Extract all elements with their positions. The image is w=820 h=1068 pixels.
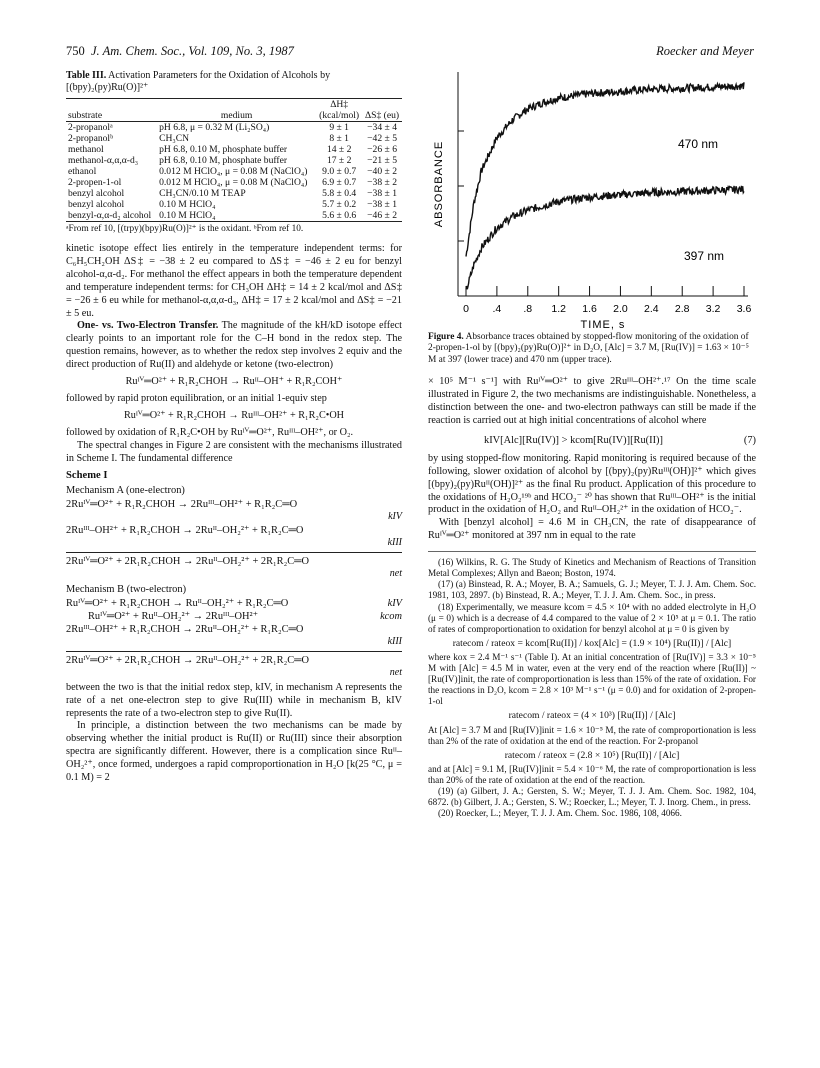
header-dh: (kcal/mol) bbox=[316, 110, 362, 122]
scheme-equation-text: 2Ruᴵᴵᴵ–OH²⁺ + R₁R₂CHOH → 2Ruᴵᴵ–OH₂²⁺ + R₁R₂C═O bbox=[66, 623, 304, 635]
cell-medium: 0.10 M HClO₄ bbox=[157, 210, 316, 222]
header-dh-symbol: ΔH‡ bbox=[316, 99, 362, 111]
equation: Ruᴵⱽ═O²⁺ + R₁R₂CHOH → Ruᴵᴵᴵ–OH²⁺ + R₁R₂C•OH bbox=[123, 409, 345, 421]
cell-substrate: methanol bbox=[68, 144, 104, 155]
scheme-equation-text: 2Ruᴵᴵᴵ–OH²⁺ + R₁R₂CHOH → 2Ruᴵᴵ–OH₂²⁺ + R₁R₂C═O bbox=[66, 525, 304, 537]
trace-label-397: 397 nm bbox=[684, 249, 725, 263]
scheme-equation-text: 2Ruᴵⱽ═O²⁺ + R₁R₂CHOH → 2Ruᴵᴵᴵ–OH²⁺ + R₁R₂C═O bbox=[66, 499, 298, 511]
x-tick-label: 3.6 bbox=[736, 303, 752, 315]
cell-dh: 6.9 ± 0.7 bbox=[322, 177, 357, 188]
header-substrate: substrate bbox=[66, 110, 157, 122]
scheme-equation-text: 2Ruᴵⱽ═O²⁺ + 2R₁R₂CHOH → 2Ruᴵᴵ–OH₂²⁺ + 2R₁R₂C═O bbox=[66, 654, 310, 666]
x-tick-label: 2.4 bbox=[644, 303, 659, 315]
cell-dh: 5.6 ± 0.6 bbox=[316, 210, 362, 222]
cell-dh: 5.8 ± 0.4 bbox=[322, 188, 357, 199]
x-tick-label: .8 bbox=[523, 303, 533, 315]
paragraph bbox=[66, 320, 402, 372]
cell-medium: pH 6.8, 0.10 M, phosphate buffer bbox=[159, 155, 288, 166]
table-row bbox=[66, 133, 402, 144]
cell-medium: CH₃CN bbox=[159, 133, 190, 144]
equation-number: (7) bbox=[743, 434, 756, 446]
reference: (16) Wilkins, R. G. The Study of Kinetics and Mechanism of Reactions of Transition Metal Complexes; Allyn and Baeon; Boston, 1974. bbox=[428, 557, 756, 579]
divider bbox=[66, 651, 402, 652]
x-tick-label: 2.8 bbox=[674, 303, 690, 315]
cell-substrate: 2-propanolᵃ bbox=[68, 122, 113, 133]
table-title bbox=[66, 70, 402, 94]
left-column bbox=[66, 70, 402, 785]
cell-medium: pH 6.8, 0.10 M, phosphate buffer bbox=[159, 144, 288, 155]
x-tick-label: 2.0 bbox=[613, 303, 628, 315]
x-axis-label: TIME, s bbox=[580, 319, 626, 331]
cell-dh: 17 ± 2 bbox=[326, 155, 352, 166]
paragraph: followed by oxidation of R₁R₂C•OH by Ruᴵⱽ═O²⁺, Ruᴵᴵᴵ–OH²⁺, or O₂. bbox=[66, 426, 354, 438]
table-footnote: ᵃFrom ref 10, [(trpy)(bpy)Ru(O)]²⁺ is the oxidant. ᵇFrom ref 10. bbox=[66, 224, 304, 234]
reference: (18) Experimentally, we measure kcom = 4.5 × 10⁴ with no added electrolyte in H₂O (μ = 0) which is a decrease of 4.4 compared to the value of 2 × 10⁵ at μ = 0.1. The ratio of rates of comproportionation to oxidation for benzyl alcohol at μ = 0 is given by bbox=[428, 601, 756, 634]
reference: (19) (a) Gilbert, J. A.; Gersten, S. W.; Meyer, T. J. J. Am. Chem. Soc. 1982, 104, 6872. (b) Gilbert, J. A.; Gersten, S. W.; Roecker, L.; Meyer, T. J. Inorg. Chem., in press. bbox=[428, 785, 756, 808]
header-medium: medium bbox=[157, 110, 316, 122]
paragraph: between the two is that the initial redox step, kIV, in mechanism A represents the rate of a net one-electron step to give Ru(III) while in mechanism B, kIV represents the rate of a two-electron step to give Ru(II). bbox=[66, 681, 402, 719]
page-number: 750 bbox=[66, 44, 85, 58]
paragraph: In principle, a distinction between the two mechanisms can be made by observing whether the initial product is Ru(II) or Ru(III) since their absorption spectra are significantly different. However, there is a complication since Ruᴵᴵ–OH₂²⁺, once formed, undergoes a rapid comproportionation in H₂O [k(25 °C, μ = 0.1 M) = 2 bbox=[66, 720, 402, 784]
table-body bbox=[66, 122, 402, 222]
scheme-equation-text: 2Ruᴵⱽ═O²⁺ + 2R₁R₂CHOH → 2Ruᴵᴵ–OH₂²⁺ + 2R₁R₂C═O bbox=[66, 556, 310, 568]
table-row bbox=[66, 155, 402, 166]
cell-substrate: benzyl alcohol bbox=[68, 188, 125, 199]
table-row bbox=[66, 188, 402, 199]
section-heading: One- vs. Two-Electron Transfer. bbox=[77, 320, 219, 332]
cell-dh: 9.0 ± 0.7 bbox=[322, 166, 357, 177]
scheme-equation-text: Ruᴵⱽ═O²⁺ + R₁R₂CHOH → Ruᴵᴵ–OH₂²⁺ + R₁R₂C═O bbox=[66, 597, 289, 609]
header-authors: Roecker and Meyer bbox=[656, 44, 754, 58]
mechanism-label: Mechanism B (two-electron) bbox=[66, 584, 187, 596]
cell-ds: −38 ± 2 bbox=[367, 177, 397, 188]
paragraph: followed by rapid proton equilibration, or an initial 1-equiv step bbox=[66, 392, 327, 404]
cell-dh: 8 ± 1 bbox=[329, 133, 349, 144]
y-axis-label: ABSORBANCE bbox=[433, 140, 445, 228]
scheme-equation bbox=[66, 623, 402, 636]
table-caption: Activation Parameters for the Oxidation of Alcohols by [(bpy)₂(py)Ru(O)]²⁺ bbox=[66, 70, 331, 93]
x-tick-label: 3.2 bbox=[705, 303, 721, 315]
reference: (17) (a) Binstead, R. A.; Moyer, B. A.; Samuels, G. J.; Meyer, T. J. J. Am. Chem. Soc. 1981, 103, 2897. (b) Binstead, R. A.; Meyer, T. J. J. Am. Chem. Soc., in press. bbox=[428, 579, 756, 601]
paragraph: With [benzyl alcohol] = 4.6 M in CH₃CN, the rate of disappearance of Ruᴵⱽ═O²⁺ monitored at 397 nm in equal to the rate bbox=[428, 517, 756, 542]
x-tick-label: 0 bbox=[463, 303, 469, 315]
equation: Ruᴵⱽ═O²⁺ + R₁R₂CHOH → Ruᴵᴵ–OH⁺ + R₁R₂COH⁺ bbox=[125, 376, 343, 388]
caption-label: Figure 4. bbox=[428, 332, 464, 342]
paragraph-text: The magnitude of the kH/kD isotope effect clearly points to an important role for the C–H bond in the redox step. The question remains, however, as to whether the redox step involves 2 equiv and the direct production of Ru(II) and aldehyde or ketone (two-electron) bbox=[66, 320, 402, 371]
caption-text: Absorbance traces obtained by stopped-flow monitoring of the oxidation of 2-propen-1-ol by [(bpy)₂(py)Ru(O)]²⁺ in D₂O, [Alc] = 3.7 M, [Ru(IV)] = 1.63 × 10⁻⁵ M at 397 (lower trace) and 470 nm (upper trace). bbox=[428, 332, 749, 365]
x-ticks bbox=[458, 131, 751, 315]
cell-ds: −21 ± 5 bbox=[367, 155, 397, 166]
cell-substrate: 2-propen-1-ol bbox=[68, 177, 122, 188]
paragraph: × 10⁵ M⁻¹ s⁻¹] with Ruᴵⱽ═O²⁺ to give 2Ruᴵᴵᴵ–OH²⁺.¹⁷ On the time scale illustrated in Figure 2, the two mechanisms are indistinguishable. Nonetheless, a distinction between the one- and two-electron pathways can still be made if the reaction is carried out at high initial concentrations of alcohol where bbox=[428, 376, 756, 426]
cell-ds: −46 ± 2 bbox=[362, 210, 402, 222]
rate-constant-label: net bbox=[389, 568, 402, 580]
rate-constant-label: kIV bbox=[388, 511, 402, 523]
table-row bbox=[66, 210, 402, 222]
cell-ds: −42 ± 5 bbox=[367, 133, 397, 144]
scheme-title: Scheme I bbox=[66, 469, 108, 481]
x-tick-label: .4 bbox=[492, 303, 502, 315]
cell-medium: CH₃CN/0.10 M TEAP bbox=[159, 188, 246, 199]
cell-ds: −34 ± 4 bbox=[367, 122, 397, 133]
divider bbox=[66, 552, 402, 553]
table-row bbox=[66, 177, 402, 188]
table-row bbox=[66, 199, 402, 210]
rate-constant-label: kIV bbox=[387, 597, 402, 609]
activation-table bbox=[66, 98, 402, 222]
ratio-equation: ratecom / rateox = (4 × 10³) [Ru(II)] / [Alc] bbox=[508, 710, 676, 722]
cell-ds: −38 ± 1 bbox=[367, 199, 397, 210]
scheme-equation bbox=[66, 524, 402, 537]
volume-info: Vol. 109, No. 3, 1987 bbox=[188, 44, 294, 58]
scheme-equation-text: Ruᴵⱽ═O²⁺ + Ruᴵᴵ–OH₂²⁺ → 2Ruᴵᴵᴵ–OH²⁺ bbox=[88, 610, 259, 622]
cell-ds: −26 ± 6 bbox=[367, 144, 397, 155]
cell-medium: 0.012 M HClO₄, μ = 0.08 M (NaClO₄) bbox=[159, 177, 308, 188]
scheme-equation bbox=[66, 555, 402, 568]
x-tick-label: 1.2 bbox=[551, 303, 566, 315]
equation-7 bbox=[428, 434, 756, 447]
rate-constant-label: kcom bbox=[380, 610, 402, 622]
table-label: Table III. bbox=[66, 70, 107, 81]
figure-caption bbox=[428, 332, 756, 366]
scheme-equation bbox=[66, 654, 402, 667]
cell-substrate: benzyl alcohol bbox=[68, 199, 125, 210]
reference: At [Alc] = 3.7 M and [Ru(IV)]init = 1.6 × 10⁻⁵ M, the rate of comproportionation is less than 2% of the rate of oxidation at the end of the reaction. For 2-propanol bbox=[428, 724, 756, 746]
table-row bbox=[66, 144, 402, 155]
figure-4 bbox=[428, 70, 756, 332]
paragraph: The spectral changes in Figure 2 are consistent with the mechanisms illustrated in Scheme I. The fundamental difference bbox=[66, 439, 402, 464]
equation-text: kIV[Alc][Ru(IV)] > kcom[Ru(IV)][Ru(II)] bbox=[484, 434, 663, 446]
cell-dh: 5.7 ± 0.2 bbox=[322, 199, 357, 210]
paragraph: kinetic isotope effect lies entirely in the temperature independent terms: for C₆H₅CH₂OH ΔS‡ = −38 ± 2 eu compared to ΔS‡ = −46 ± 2 eu for benzyl alcohol-α,α-d₂. For methanol the effect appears in both the temperature dependent and temperature independent terms: for CH₃OH ΔH‡ = 14 ± 2 kcal/mol and ΔS‡ = −26 ± 6 eu while for methanol-α,α,α-d₃, ΔH‡ = 17 ± 2 kcal/mol and ΔS‡ = −21 ± 5 eu. bbox=[66, 243, 402, 319]
rate-constant-label: kIII bbox=[387, 537, 402, 549]
reference: (20) Roecker, L.; Meyer, T. J. J. Am. Chem. Soc. 1986, 108, 4066. bbox=[438, 808, 682, 819]
trace-397nm bbox=[466, 186, 744, 289]
reference: where kox = 2.4 M⁻¹ s⁻¹ (Table I). At an initial concentration of [Ru(IV)] = 3.3 × 10⁻⁵ M with [Alc] = 4.5 M in water, even at the very end of the reaction where [Ru(II)] ~ [Ru(IV)]init, the rate of comproportionation is less than 15% of the rate of oxidation. For the reactions in D₂O, kcom = 2.8 × 10³ M⁻¹ s⁻¹ (μ = 0.0) and for oxidation of 2-propen-1-ol bbox=[428, 651, 756, 707]
table-row bbox=[66, 166, 402, 177]
running-header bbox=[66, 44, 754, 62]
cell-medium: 0.012 M HClO₄, μ = 0.08 M (NaClO₄) bbox=[159, 166, 308, 177]
header-ds: ΔS‡ (eu) bbox=[362, 110, 402, 122]
cell-substrate: methanol-α,α,α-d₃ bbox=[68, 155, 139, 166]
x-tick-label: 1.6 bbox=[582, 303, 597, 315]
table-row bbox=[66, 122, 402, 134]
rate-constant-label: kIII bbox=[387, 635, 402, 647]
right-column bbox=[428, 70, 756, 819]
scheme-equation bbox=[66, 597, 402, 610]
references bbox=[428, 557, 756, 819]
cell-dh: 14 ± 2 bbox=[326, 144, 352, 155]
journal-name: J. Am. Chem. Soc., bbox=[91, 44, 186, 58]
kinetics-plot bbox=[428, 70, 756, 332]
cell-ds: −40 ± 2 bbox=[367, 166, 397, 177]
trace-label-470: 470 nm bbox=[678, 137, 719, 151]
cell-dh: 9 ± 1 bbox=[329, 122, 349, 133]
reference: and at [Alc] = 9.1 M, [Ru(IV)]init = 5.4 × 10⁻⁶ M, the rate of comproportionation is less than 20% of the rate of oxidation at the end of the reaction. bbox=[428, 763, 756, 785]
cell-medium: 0.10 M HClO₄ bbox=[159, 199, 216, 210]
cell-ds: −38 ± 1 bbox=[367, 188, 397, 199]
cell-substrate: ethanol bbox=[68, 166, 97, 177]
rate-constant-label: net bbox=[389, 666, 402, 678]
header-left bbox=[66, 44, 294, 59]
paragraph: by using stopped-flow monitoring. Rapid monitoring is required because of the following, slower oxidation of alcohol by [(bpy)₂(py)Ruᴵᴵᴵ(OH)]²⁺ which gives [(bpy)₂(py)Ruᴵᴵ(OH)]²⁺ as the final Ru product. Application of this procedure to the oxidations of H₂O₂¹⁹ᵇ and HCO₂⁻ ²⁰ has shown that Ruᴵᴵᴵ–OH²⁺ is the initial product in the oxidation of H₂O₂ and Ruᴵᴵ–OH₂²⁺ in the oxidation of HCO₂⁻. bbox=[428, 452, 756, 516]
trace-470nm bbox=[466, 82, 744, 256]
cell-substrate: 2-propanolᵇ bbox=[68, 133, 114, 144]
scheme-equation bbox=[66, 498, 402, 511]
ratio-equation: ratecom / rateox = (2.8 × 10⁵) [Ru(II)] / [Alc] bbox=[504, 749, 680, 761]
footnote-divider bbox=[428, 551, 756, 552]
ratio-equation: ratecom / rateox = kcom[Ru(II)] / kox[Alc] = (1.9 × 10⁴) [Ru(II)] / [Alc] bbox=[452, 637, 732, 649]
scheme-equation bbox=[66, 610, 402, 623]
cell-medium: pH 6.8, μ = 0.32 M (Li₂SO₄) bbox=[159, 122, 270, 133]
cell-substrate: benzyl-α,α-d₂ alcohol bbox=[66, 210, 157, 222]
mechanism-label: Mechanism A (one-electron) bbox=[66, 485, 185, 497]
